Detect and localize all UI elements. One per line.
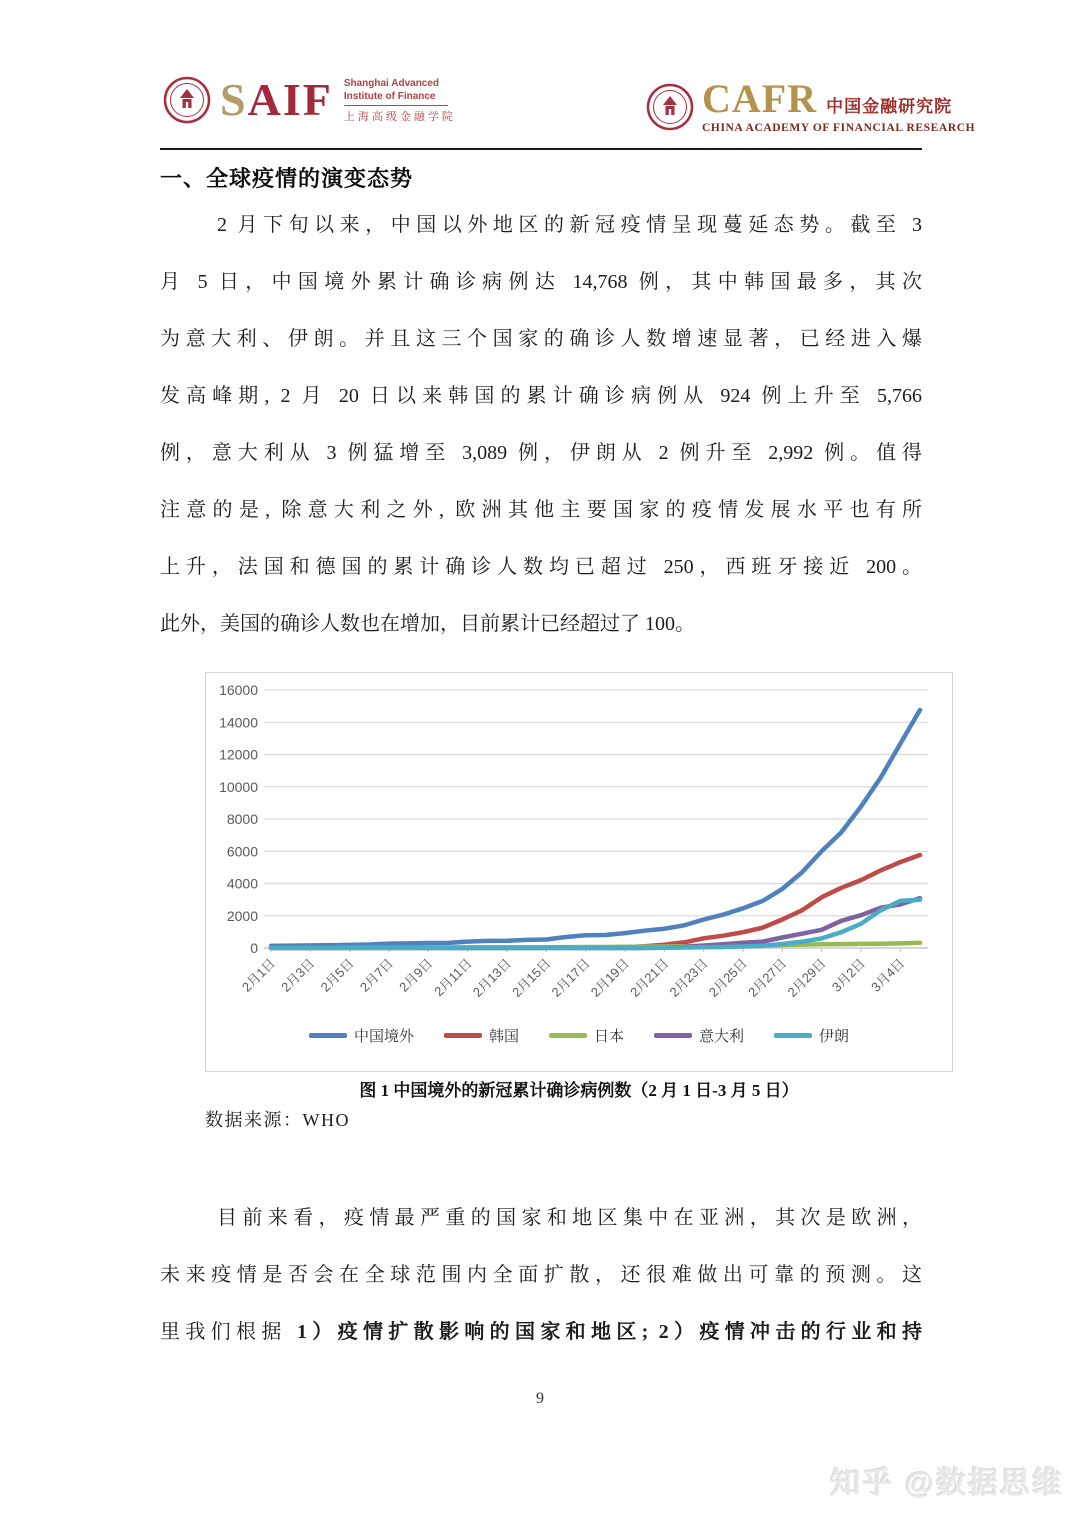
body-line: 此外，美国的确诊人数也在增加，目前累计已经超过了 100。	[160, 613, 695, 635]
header-divider	[160, 148, 922, 150]
legend-label: 日本	[593, 1029, 624, 1045]
legend-item	[309, 1025, 414, 1046]
cafr-text-block	[702, 76, 976, 134]
legend-swatch	[309, 1033, 347, 1038]
legend-label: 意大利	[699, 1029, 745, 1045]
svg-text:2月23日: 2月23日	[666, 955, 711, 1000]
saif-cn-name: 上海高级金融学院	[343, 110, 456, 123]
cafr-logo	[646, 76, 976, 134]
svg-text:2月5日: 2月5日	[317, 955, 357, 995]
section-title: 一、全球疫情的演变态势	[160, 166, 414, 191]
svg-text:16000: 16000	[219, 682, 258, 698]
svg-text:3月4日: 3月4日	[868, 955, 908, 995]
svg-text:2月13日: 2月13日	[469, 955, 515, 1000]
svg-text:2月25日: 2月25日	[705, 955, 751, 1000]
watermark: 知乎 @数据思维	[830, 1467, 1064, 1500]
svg-text:12000: 12000	[219, 746, 258, 763]
saif-en-line1: Shanghai Advanced	[343, 77, 440, 89]
svg-text:2月9日: 2月9日	[396, 955, 436, 995]
body-line: 月 5 日，中国境外累计确诊病例达 14,768 例，其中韩国最多，其次	[160, 271, 922, 293]
svg-text:2月1日: 2月1日	[238, 955, 279, 995]
svg-text:2月27日: 2月27日	[745, 955, 790, 1000]
body-line: 为意大利、伊朗。并且这三个国家的确诊人数增速显著，已经进入爆	[160, 328, 922, 350]
body-line: 2 月下旬以来，中国以外地区的新冠疫情呈现蔓延态势。截至 3	[217, 214, 922, 236]
saif-acronym: SAIF	[220, 74, 333, 125]
body-line-normal: 里我们根据	[160, 1321, 297, 1343]
legend-item	[549, 1025, 624, 1046]
svg-text:0: 0	[250, 940, 258, 956]
cafr-en-name: CHINA ACADEMY OF FINANCIAL RESEARCH	[702, 122, 976, 134]
paragraph-2	[160, 1190, 922, 1361]
body-line: 注意的是, 除意大利之外, 欧洲其他主要国家的疫情发展水平也有所	[160, 499, 922, 521]
svg-text:2月3日: 2月3日	[278, 955, 318, 995]
svg-text:2月17日: 2月17日	[548, 955, 593, 1000]
body-line: 发高峰期, 2 月 20 日以来韩国的累计确诊病例从 924 例上升至 5,766	[160, 385, 922, 407]
legend-label: 中国境外	[353, 1029, 414, 1045]
svg-text:8000: 8000	[226, 811, 258, 827]
body-line-bold: 1）疫情扩散影响的国家和地区; 2）疫情冲击的行业和持	[297, 1321, 922, 1343]
svg-text:10000: 10000	[219, 778, 258, 795]
saif-divider	[344, 105, 448, 106]
cafr-seal-icon	[646, 83, 694, 131]
legend-item	[444, 1025, 519, 1046]
legend-swatch	[774, 1033, 812, 1038]
svg-text:2000: 2000	[226, 907, 258, 924]
saif-logo	[163, 76, 456, 124]
saif-text-block	[344, 77, 456, 124]
svg-text:2月19日: 2月19日	[587, 955, 633, 1000]
legend-label: 伊朗	[819, 1029, 850, 1045]
line-chart-svg	[206, 673, 952, 1071]
legend-swatch	[444, 1033, 482, 1038]
svg-text:14000: 14000	[219, 714, 258, 731]
legend-label: 韩国	[488, 1029, 519, 1045]
body-line: 例，意大利从 3 例猛增至 3,089 例，伊朗从 2 例升至 2,992 例。值得	[160, 442, 922, 464]
legend-swatch	[549, 1033, 587, 1038]
svg-text:2月15日: 2月15日	[509, 955, 554, 1000]
cafr-cn-name: 中国金融研究院	[826, 97, 953, 116]
svg-text:2月29日: 2月29日	[784, 955, 829, 1000]
body-line: 目前来看，疫情最严重的国家和地区集中在亚洲，其次是欧洲，	[217, 1207, 922, 1229]
legend-item	[654, 1025, 744, 1046]
saif-en-line2: Institute of Finance	[343, 90, 436, 102]
cafr-acronym: CAFR	[702, 76, 818, 121]
legend-swatch	[654, 1033, 692, 1038]
page-number: 9	[536, 1390, 544, 1407]
svg-text:4000: 4000	[226, 875, 258, 892]
body-line: 上升，法国和德国的累计确诊人数均已超过 250，西班牙接近 200。	[160, 556, 922, 578]
line-chart-figure	[205, 672, 953, 1072]
svg-text:2月11日: 2月11日	[431, 955, 475, 1000]
saif-seal-icon	[163, 76, 211, 124]
svg-text:3月2日: 3月2日	[828, 955, 869, 995]
paragraph-1	[160, 197, 922, 653]
legend-item	[774, 1025, 849, 1046]
figure-caption: 图 1 中国境外的新冠累计确诊病例数（2 月 1 日-3 月 5 日）	[359, 1081, 799, 1100]
svg-text:2月7日: 2月7日	[356, 955, 397, 995]
body-line	[160, 1304, 922, 1361]
figure-source: 数据来源：WHO	[205, 1110, 350, 1130]
body-line: 未来疫情是否会在全球范围内全面扩散，还很难做出可靠的预测。这	[160, 1264, 922, 1286]
chart-legend	[206, 1025, 952, 1046]
svg-text:6000: 6000	[226, 843, 258, 860]
svg-text:2月21日: 2月21日	[627, 955, 672, 1000]
